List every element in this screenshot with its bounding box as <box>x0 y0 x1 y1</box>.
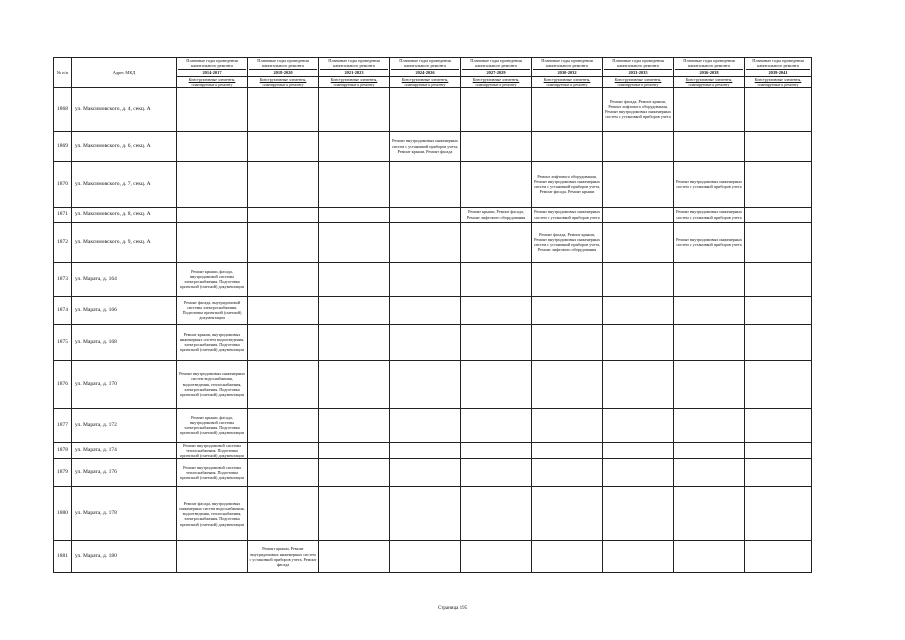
header-subtitle: Конструктивные элементы, планируемые к ремонту <box>603 76 674 87</box>
table-row <box>54 459 812 487</box>
repair-cell: Ремонт внутридомовых инженерных систем с установкой приборов учета <box>532 207 603 222</box>
header-number: № п/п <box>54 58 72 88</box>
header-subtitle: Конструктивные элементы, планируемые к ремонту <box>248 76 319 87</box>
repair-cell <box>319 207 390 222</box>
repair-cell <box>461 131 532 161</box>
table-row <box>54 207 812 222</box>
repair-cell <box>248 296 319 324</box>
repair-cell: Ремонт крыши, фасада, внутридомовой системы электроснабжения. Подготовка проектной (сметной) документации <box>177 262 248 296</box>
row-address: ул. Марата, д. 180 <box>72 541 177 573</box>
repair-cell <box>532 324 603 360</box>
repair-cell: Ремонт фасада, Ремонт крыши, Ремонт лифтового оборудования, Ремонт внутридомовых инженерных систем с установкой приборов учета <box>603 87 674 131</box>
repair-cell <box>532 87 603 131</box>
repair-cell <box>319 324 390 360</box>
repair-cell <box>319 541 390 573</box>
repair-cell <box>390 262 461 296</box>
repair-cell <box>248 408 319 442</box>
repair-cell <box>674 262 745 296</box>
repair-cell <box>248 161 319 207</box>
repair-cell <box>390 207 461 222</box>
repair-cell <box>177 131 248 161</box>
header-subtitle: Конструктивные элементы, планируемые к ремонту <box>177 76 248 87</box>
table-row <box>54 360 812 408</box>
repair-cell <box>461 222 532 262</box>
row-number: 1878 <box>54 442 72 459</box>
header-subtitle: Конструктивные элементы, планируемые к ремонту <box>461 76 532 87</box>
row-number: 1875 <box>54 324 72 360</box>
repair-cell <box>745 161 812 207</box>
repair-cell <box>674 131 745 161</box>
repair-cell <box>674 459 745 487</box>
row-number: 1873 <box>54 262 72 296</box>
repair-cell <box>390 541 461 573</box>
repair-cell <box>745 442 812 459</box>
repair-cell <box>461 161 532 207</box>
page-number: Страница 195 <box>437 606 468 611</box>
header-subtitle: Конструктивные элементы, планируемые к ремонту <box>532 76 603 87</box>
row-number: 1881 <box>54 541 72 573</box>
repair-cell <box>532 459 603 487</box>
repair-cell <box>745 207 812 222</box>
repair-cell: Ремонт крыши, фасада, внутридомовой системы электроснабжения. Подготовка проектной (сметной) документации <box>177 408 248 442</box>
repair-cell <box>461 360 532 408</box>
repair-cell: Ремонт внутридомовых инженерных систем водоснабжения, водоотведения, теплоснабжения, электроснабжения. Подготовка проектной (сметной) документации <box>177 360 248 408</box>
repair-cell <box>745 131 812 161</box>
row-address: ул. Марата, д. 166 <box>72 296 177 324</box>
repair-cell <box>248 207 319 222</box>
table-row <box>54 442 812 459</box>
repair-cell <box>248 487 319 541</box>
header-period: Плановые годы проведения капитального ремонта 2018-2020 <box>248 58 319 77</box>
repair-cell <box>390 487 461 541</box>
repair-cell <box>603 131 674 161</box>
row-address: ул. Максимовского, д. 6, секц. А <box>72 131 177 161</box>
header-address: Адрес МКД <box>72 58 177 88</box>
repair-cell <box>603 459 674 487</box>
row-number: 1870 <box>54 161 72 207</box>
repair-cell <box>319 408 390 442</box>
header-subtitle: Конструктивные элементы, планируемые к ремонту <box>319 76 390 87</box>
repair-cell <box>532 262 603 296</box>
row-number: 1874 <box>54 296 72 324</box>
repair-cell <box>248 87 319 131</box>
header-period: Плановые годы проведения капитального ремонта 2027-2029 <box>461 58 532 77</box>
repair-cell: Ремонт внутридомовых инженерных систем с установкой приборов учета, Ремонт крыши, Ремонт фасада <box>390 131 461 161</box>
header-period: Плановые годы проведения капитального ремонта 2030-2032 <box>532 58 603 77</box>
repair-cell <box>745 360 812 408</box>
repair-cell <box>319 262 390 296</box>
repair-cell <box>319 161 390 207</box>
repair-cell <box>532 442 603 459</box>
table-body <box>54 87 812 573</box>
repair-cell <box>461 87 532 131</box>
table-row <box>54 222 812 262</box>
repair-cell <box>248 222 319 262</box>
repair-cell <box>745 487 812 541</box>
repair-cell <box>319 487 390 541</box>
header-period: Плановые годы проведения капитального ремонта 2036-2038 <box>674 58 745 77</box>
repair-cell <box>674 442 745 459</box>
repair-cell: Ремонт фасада, внутридомовой системы электроснабжения. Подготовка проектной (сметной) документации <box>177 296 248 324</box>
document-sheet <box>53 57 811 573</box>
repair-cell <box>461 459 532 487</box>
row-address: ул. Максимовского, д. 7, секц. А <box>72 161 177 207</box>
repair-cell <box>674 408 745 442</box>
row-address: ул. Марата, д. 170 <box>72 360 177 408</box>
repair-cell <box>177 161 248 207</box>
repair-cell <box>674 487 745 541</box>
repair-cell <box>674 324 745 360</box>
header-period: Плановые годы проведения капитального ремонта 2033-2035 <box>603 58 674 77</box>
repair-cell <box>390 408 461 442</box>
repair-cell <box>674 87 745 131</box>
row-number: 1868 <box>54 87 72 131</box>
repair-cell <box>674 360 745 408</box>
repair-cell <box>248 360 319 408</box>
repair-cell <box>603 541 674 573</box>
table-row <box>54 487 812 541</box>
repair-cell <box>745 262 812 296</box>
header-period: Плановые годы проведения капитального ремонта 2021-2023 <box>319 58 390 77</box>
table-row <box>54 131 812 161</box>
row-number: 1880 <box>54 487 72 541</box>
repair-cell <box>319 360 390 408</box>
repair-cell <box>532 296 603 324</box>
repair-cell: Ремонт фасада, Ремонт крыши, Ремонт внутридомовых инженерных систем с установкой приборов учета, Ремонт лифтового оборудования <box>532 222 603 262</box>
repair-cell: Ремонт крыши, Ремонт внутридомовых инженерных систем с установкой приборов учета, Ремонт фасада <box>248 541 319 573</box>
row-address: ул. Марата, д. 174 <box>72 442 177 459</box>
repair-cell <box>603 360 674 408</box>
repair-cell <box>674 296 745 324</box>
repair-cell: Ремонт фасада, внутридомовых инженерных систем водоснабжения, водоотведения, теплоснабжения, электроснабжения. Подготовка проектной (сметной) документации <box>177 487 248 541</box>
repair-cell <box>603 408 674 442</box>
repair-cell <box>461 487 532 541</box>
repair-cell: Ремонт лифтового оборудования, Ремонт внутридомовых инженерных систем с установкой приборов учета, Ремонт фасада, Ремонт крыши <box>532 161 603 207</box>
row-number: 1877 <box>54 408 72 442</box>
repair-cell <box>319 459 390 487</box>
table-row <box>54 541 812 573</box>
repair-cell <box>461 324 532 360</box>
repair-cell <box>745 296 812 324</box>
header-subtitle: Конструктивные элементы, планируемые к ремонту <box>674 76 745 87</box>
row-number: 1869 <box>54 131 72 161</box>
repair-cell <box>390 161 461 207</box>
repair-cell <box>177 222 248 262</box>
repair-cell <box>390 459 461 487</box>
repair-cell <box>745 87 812 131</box>
repair-cell: Ремонт внутридомовой системы теплоснабжения. Подготовка проектной (сметной) документации <box>177 442 248 459</box>
header-period: Плановые годы проведения капитального ремонта 2039-2041 <box>745 58 812 77</box>
header-period: Плановые годы проведения капитального ремонта 2024-2026 <box>390 58 461 77</box>
repair-cell <box>248 459 319 487</box>
repair-cell <box>603 262 674 296</box>
repair-cell <box>390 87 461 131</box>
repair-cell <box>461 262 532 296</box>
row-number: 1871 <box>54 207 72 222</box>
repair-cell <box>177 207 248 222</box>
repair-cell <box>603 207 674 222</box>
repair-cell <box>319 442 390 459</box>
row-number: 1872 <box>54 222 72 262</box>
table-row <box>54 161 812 207</box>
repair-cell <box>461 296 532 324</box>
repair-cell: Ремонт внутридомовых инженерных систем с установкой приборов учета <box>674 222 745 262</box>
header-subtitle: Конструктивные элементы, планируемые к ремонту <box>745 76 812 87</box>
repair-cell <box>390 442 461 459</box>
repair-cell <box>319 296 390 324</box>
repair-cell <box>461 541 532 573</box>
repair-cell <box>177 87 248 131</box>
repair-cell <box>603 296 674 324</box>
repair-cell: Ремонт внутридомовых инженерных систем с установкой приборов учета <box>674 207 745 222</box>
repair-cell <box>390 296 461 324</box>
repair-cell <box>603 487 674 541</box>
repair-cell <box>674 541 745 573</box>
repair-cell <box>532 131 603 161</box>
row-address: ул. Марата, д. 168 <box>72 324 177 360</box>
row-address: ул. Марата, д. 178 <box>72 487 177 541</box>
header-subtitle: Конструктивные элементы, планируемые к ремонту <box>390 76 461 87</box>
repair-cell <box>532 487 603 541</box>
repair-cell <box>319 222 390 262</box>
table-row <box>54 262 812 296</box>
repair-cell <box>390 360 461 408</box>
table-row <box>54 296 812 324</box>
repair-cell <box>532 408 603 442</box>
repair-cell: Ремонт крыши, Ремонт фасада, Ремонт лифтового оборудования <box>461 207 532 222</box>
repair-schedule-table <box>53 57 812 573</box>
row-address: ул. Максимовского, д. 8, секц. А <box>72 207 177 222</box>
repair-cell <box>319 131 390 161</box>
repair-cell <box>248 324 319 360</box>
table-row <box>54 408 812 442</box>
repair-cell <box>390 222 461 262</box>
header-period: Плановые годы проведения капитального ремонта 2014-2017 <box>177 58 248 77</box>
repair-cell <box>390 324 461 360</box>
repair-cell <box>248 262 319 296</box>
row-address: ул. Марата, д. 176 <box>72 459 177 487</box>
repair-cell <box>745 459 812 487</box>
repair-cell <box>603 442 674 459</box>
repair-cell <box>248 442 319 459</box>
repair-cell: Ремонт крыши, внутридомовых инженерных систем водоотведения, электроснабжения. Подготовка проектной (сметной) документации <box>177 324 248 360</box>
repair-cell <box>319 87 390 131</box>
row-address: ул. Максимовского, д. 4, секц. А <box>72 87 177 131</box>
repair-cell: Ремонт внутридомовой системы теплоснабжения. Подготовка проектной (сметной) документации <box>177 459 248 487</box>
repair-cell <box>745 222 812 262</box>
repair-cell <box>745 324 812 360</box>
repair-cell <box>745 408 812 442</box>
repair-cell <box>532 360 603 408</box>
repair-cell <box>461 408 532 442</box>
table-row <box>54 87 812 131</box>
repair-cell <box>532 541 603 573</box>
repair-cell <box>177 541 248 573</box>
repair-cell: Ремонт внутридомовых инженерных систем с установкой приборов учета <box>674 161 745 207</box>
repair-cell <box>248 131 319 161</box>
repair-cell <box>461 442 532 459</box>
repair-cell <box>603 324 674 360</box>
repair-cell <box>745 541 812 573</box>
row-address: ул. Марата, д. 172 <box>72 408 177 442</box>
row-address: ул. Максимовского, д. 9, секц. А <box>72 222 177 262</box>
repair-cell <box>603 161 674 207</box>
row-number: 1876 <box>54 360 72 408</box>
row-address: ул. Марата, д. 164 <box>72 262 177 296</box>
table-row <box>54 324 812 360</box>
row-number: 1879 <box>54 459 72 487</box>
repair-cell <box>603 222 674 262</box>
